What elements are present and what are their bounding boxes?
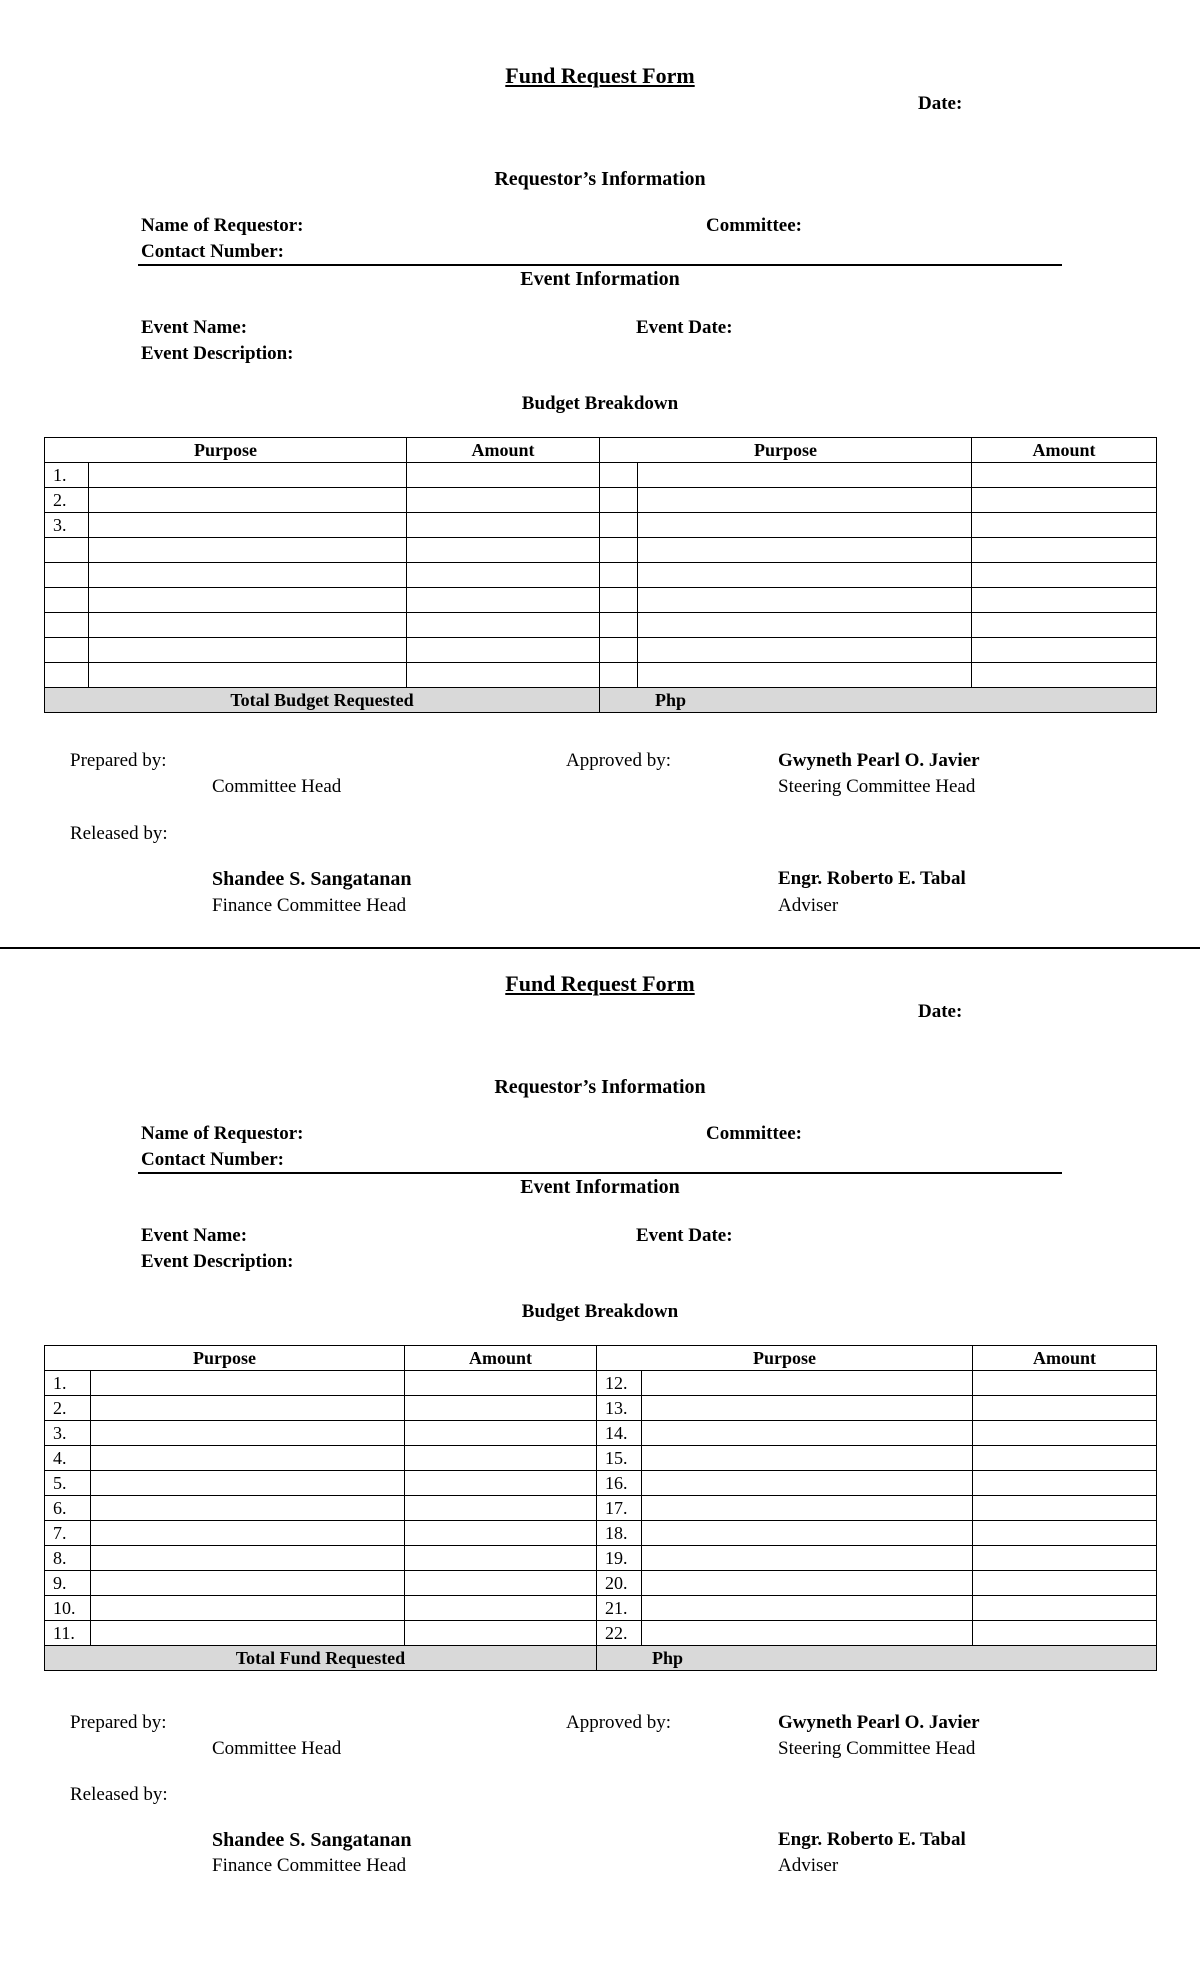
purpose-cell[interactable] [91,1371,405,1396]
purpose-cell[interactable] [89,463,407,488]
table-row [45,1396,1157,1421]
row-number: 3. [45,513,89,538]
purpose-cell[interactable] [638,538,972,563]
row-number: 14. [597,1421,642,1446]
row-number: 18. [597,1521,642,1546]
approver-title: Steering Committee Head [778,776,976,797]
amount-cell[interactable] [972,663,1157,688]
row-number: 11. [45,1621,91,1646]
amount-cell[interactable] [405,1521,597,1546]
section-divider [138,264,1062,266]
committee-label: Committee: [706,1123,803,1144]
table-row [45,1371,1157,1396]
row-number: 7. [45,1521,91,1546]
purpose-cell[interactable] [89,588,407,613]
budget-breakdown-heading: Budget Breakdown [521,393,679,414]
row-number [600,613,638,638]
purpose-cell[interactable] [89,488,407,513]
amount-cell[interactable] [973,1596,1157,1621]
row-number [45,588,89,613]
row-number: 21. [597,1596,642,1621]
table-row [45,1471,1157,1496]
amount-cell[interactable] [973,1446,1157,1471]
amount-cell[interactable] [405,1421,597,1446]
row-number: 15. [597,1446,642,1471]
purpose-header: Purpose [600,438,972,463]
event-name-label: Event Name: [141,1225,248,1246]
purpose-header: Purpose [45,438,407,463]
adviser-title: Adviser [778,1855,839,1876]
table-row [45,663,1157,688]
amount-cell[interactable] [973,1471,1157,1496]
name-of-requestor-label: Name of Requestor: [141,215,304,236]
amount-cell[interactable] [407,538,600,563]
row-number [600,488,638,513]
row-number: 2. [45,488,89,513]
amount-cell[interactable] [407,663,600,688]
row-number [45,563,89,588]
row-number [45,613,89,638]
released-by-label: Released by: [70,823,168,844]
amount-cell[interactable] [405,1596,597,1621]
contact-number-label: Contact Number: [141,241,285,262]
total-label: Total Budget Requested [45,688,600,713]
row-number [45,663,89,688]
row-number: 9. [45,1571,91,1596]
table-row [45,488,1157,513]
row-number: 1. [45,1371,91,1396]
row-number [600,563,638,588]
purpose-cell[interactable] [91,1446,405,1471]
row-number: 3. [45,1421,91,1446]
purpose-cell[interactable] [642,1446,973,1471]
table-row [45,1546,1157,1571]
purpose-cell[interactable] [638,513,972,538]
amount-cell[interactable] [407,638,600,663]
purpose-cell[interactable] [642,1546,973,1571]
table-row [45,463,1157,488]
committee-head-title: Committee Head [212,776,342,797]
prepared-by-label: Prepared by: [70,1712,167,1733]
amount-cell[interactable] [973,1521,1157,1546]
table-row [45,1446,1157,1471]
adviser-title: Adviser [778,895,839,916]
name-of-requestor-label: Name of Requestor: [141,1123,304,1144]
form-title: Fund Request Form [505,63,695,88]
amount-cell[interactable] [407,513,600,538]
budget-table [44,437,1157,713]
purpose-cell[interactable] [89,638,407,663]
date-label: Date: [918,1001,963,1022]
purpose-cell[interactable] [638,638,972,663]
row-number [45,638,89,663]
purpose-cell[interactable] [89,513,407,538]
purpose-cell[interactable] [638,613,972,638]
amount-header: Amount [407,438,600,463]
row-number: 5. [45,1471,91,1496]
amount-cell[interactable] [972,563,1157,588]
purpose-cell[interactable] [91,1496,405,1521]
amount-cell[interactable] [407,613,600,638]
row-number: 19. [597,1546,642,1571]
table-header-row [45,438,1157,463]
fund-request-form-1 [0,0,1200,948]
purpose-cell[interactable] [89,663,407,688]
purpose-cell[interactable] [638,663,972,688]
purpose-cell[interactable] [89,613,407,638]
approver-name: Gwyneth Pearl O. Javier [778,1712,980,1733]
table-row [45,1421,1157,1446]
form-title: Fund Request Form [505,971,695,996]
purpose-header: Purpose [45,1346,405,1371]
row-number: 4. [45,1446,91,1471]
purpose-cell[interactable] [642,1521,973,1546]
event-info-heading: Event Information [520,1176,680,1198]
purpose-header: Purpose [597,1346,973,1371]
finance-head-title: Finance Committee Head [212,895,407,916]
table-row [45,1496,1157,1521]
amount-cell[interactable] [973,1421,1157,1446]
budget-breakdown-heading: Budget Breakdown [521,1301,679,1322]
row-number [600,538,638,563]
amount-cell[interactable] [407,563,600,588]
amount-cell[interactable] [405,1446,597,1471]
table-row [45,638,1157,663]
purpose-cell[interactable] [89,538,407,563]
purpose-cell[interactable] [638,588,972,613]
finance-head-title: Finance Committee Head [212,1855,407,1876]
amount-cell[interactable] [972,588,1157,613]
approver-title: Steering Committee Head [778,1738,976,1759]
purpose-cell[interactable] [638,463,972,488]
amount-header: Amount [973,1346,1157,1371]
amount-cell[interactable] [405,1496,597,1521]
purpose-cell[interactable] [91,1421,405,1446]
php-total-field[interactable]: Php [600,688,1157,713]
purpose-cell[interactable] [642,1396,973,1421]
row-number: 6. [45,1496,91,1521]
table-row [45,563,1157,588]
event-name-label: Event Name: [141,317,248,338]
requestor-info-heading: Requestor’s Information [494,1076,706,1098]
purpose-cell[interactable] [642,1471,973,1496]
total-row [45,1646,1157,1671]
released-by-label: Released by: [70,1784,168,1805]
purpose-cell[interactable] [91,1471,405,1496]
contact-number-label: Contact Number: [141,1149,285,1170]
table-row [45,1521,1157,1546]
purpose-cell[interactable] [91,1571,405,1596]
amount-cell[interactable] [407,588,600,613]
amount-header: Amount [972,438,1157,463]
table-row [45,613,1157,638]
row-number: 10. [45,1596,91,1621]
total-row [45,688,1157,713]
approver-name: Gwyneth Pearl O. Javier [778,750,980,771]
row-number [45,538,89,563]
prepared-by-label: Prepared by: [70,750,167,771]
row-number: 2. [45,1396,91,1421]
amount-cell[interactable] [972,638,1157,663]
row-number: 12. [597,1371,642,1396]
row-number: 20. [597,1571,642,1596]
table-row [45,538,1157,563]
approved-by-label: Approved by: [566,750,672,771]
amount-cell[interactable] [405,1621,597,1646]
date-label: Date: [918,93,963,114]
adviser-name: Engr. Roberto E. Tabal [778,1829,966,1850]
row-number: 22. [597,1621,642,1646]
amount-cell[interactable] [405,1396,597,1421]
purpose-cell[interactable] [642,1496,973,1521]
table-row [45,513,1157,538]
purpose-cell[interactable] [638,488,972,513]
finance-head-name: Shandee S. Sangatanan [212,868,412,890]
amount-cell[interactable] [405,1471,597,1496]
purpose-cell[interactable] [642,1571,973,1596]
purpose-cell[interactable] [91,1396,405,1421]
table-header-row [45,1346,1157,1371]
section-divider [138,1172,1062,1174]
amount-cell[interactable] [405,1371,597,1396]
amount-cell[interactable] [972,513,1157,538]
purpose-cell[interactable] [642,1421,973,1446]
fund-request-form-2 [0,908,1200,1876]
purpose-cell[interactable] [642,1371,973,1396]
purpose-cell[interactable] [91,1546,405,1571]
amount-header: Amount [405,1346,597,1371]
amount-cell[interactable] [973,1496,1157,1521]
amount-cell[interactable] [973,1396,1157,1421]
amount-cell[interactable] [973,1621,1157,1646]
purpose-cell[interactable] [91,1621,405,1646]
amount-cell[interactable] [972,538,1157,563]
amount-cell[interactable] [973,1371,1157,1396]
row-number: 16. [597,1471,642,1496]
requestor-info-heading: Requestor’s Information [494,168,706,190]
row-number: 1. [45,463,89,488]
amount-cell[interactable] [973,1546,1157,1571]
row-number: 13. [597,1396,642,1421]
row-number [600,513,638,538]
total-label: Total Fund Requested [45,1646,597,1671]
adviser-name: Engr. Roberto E. Tabal [778,868,966,889]
purpose-cell[interactable] [91,1521,405,1546]
row-number [600,663,638,688]
committee-label: Committee: [706,215,803,236]
amount-cell[interactable] [405,1571,597,1596]
amount-cell[interactable] [973,1571,1157,1596]
purpose-cell[interactable] [89,563,407,588]
event-date-label: Event Date: [636,317,733,338]
event-date-label: Event Date: [636,1225,733,1246]
amount-cell[interactable] [405,1546,597,1571]
budget-table [44,1345,1157,1671]
approved-by-label: Approved by: [566,1712,672,1733]
committee-head-title: Committee Head [212,1738,342,1759]
purpose-cell[interactable] [91,1596,405,1621]
row-number [600,588,638,613]
amount-cell[interactable] [972,488,1157,513]
event-description-label: Event Description: [141,1251,294,1272]
event-info-heading: Event Information [520,268,680,290]
table-row [45,1621,1157,1646]
amount-cell[interactable] [972,463,1157,488]
purpose-cell[interactable] [642,1621,973,1646]
amount-cell[interactable] [407,488,600,513]
finance-head-name: Shandee S. Sangatanan [212,1829,412,1851]
table-row [45,588,1157,613]
purpose-cell[interactable] [642,1596,973,1621]
row-number [600,463,638,488]
amount-cell[interactable] [407,463,600,488]
row-number [600,638,638,663]
row-number: 17. [597,1496,642,1521]
row-number: 8. [45,1546,91,1571]
event-description-label: Event Description: [141,343,294,364]
php-total-field[interactable]: Php [597,1646,1157,1671]
table-row [45,1596,1157,1621]
amount-cell[interactable] [972,613,1157,638]
purpose-cell[interactable] [638,563,972,588]
table-row [45,1571,1157,1596]
